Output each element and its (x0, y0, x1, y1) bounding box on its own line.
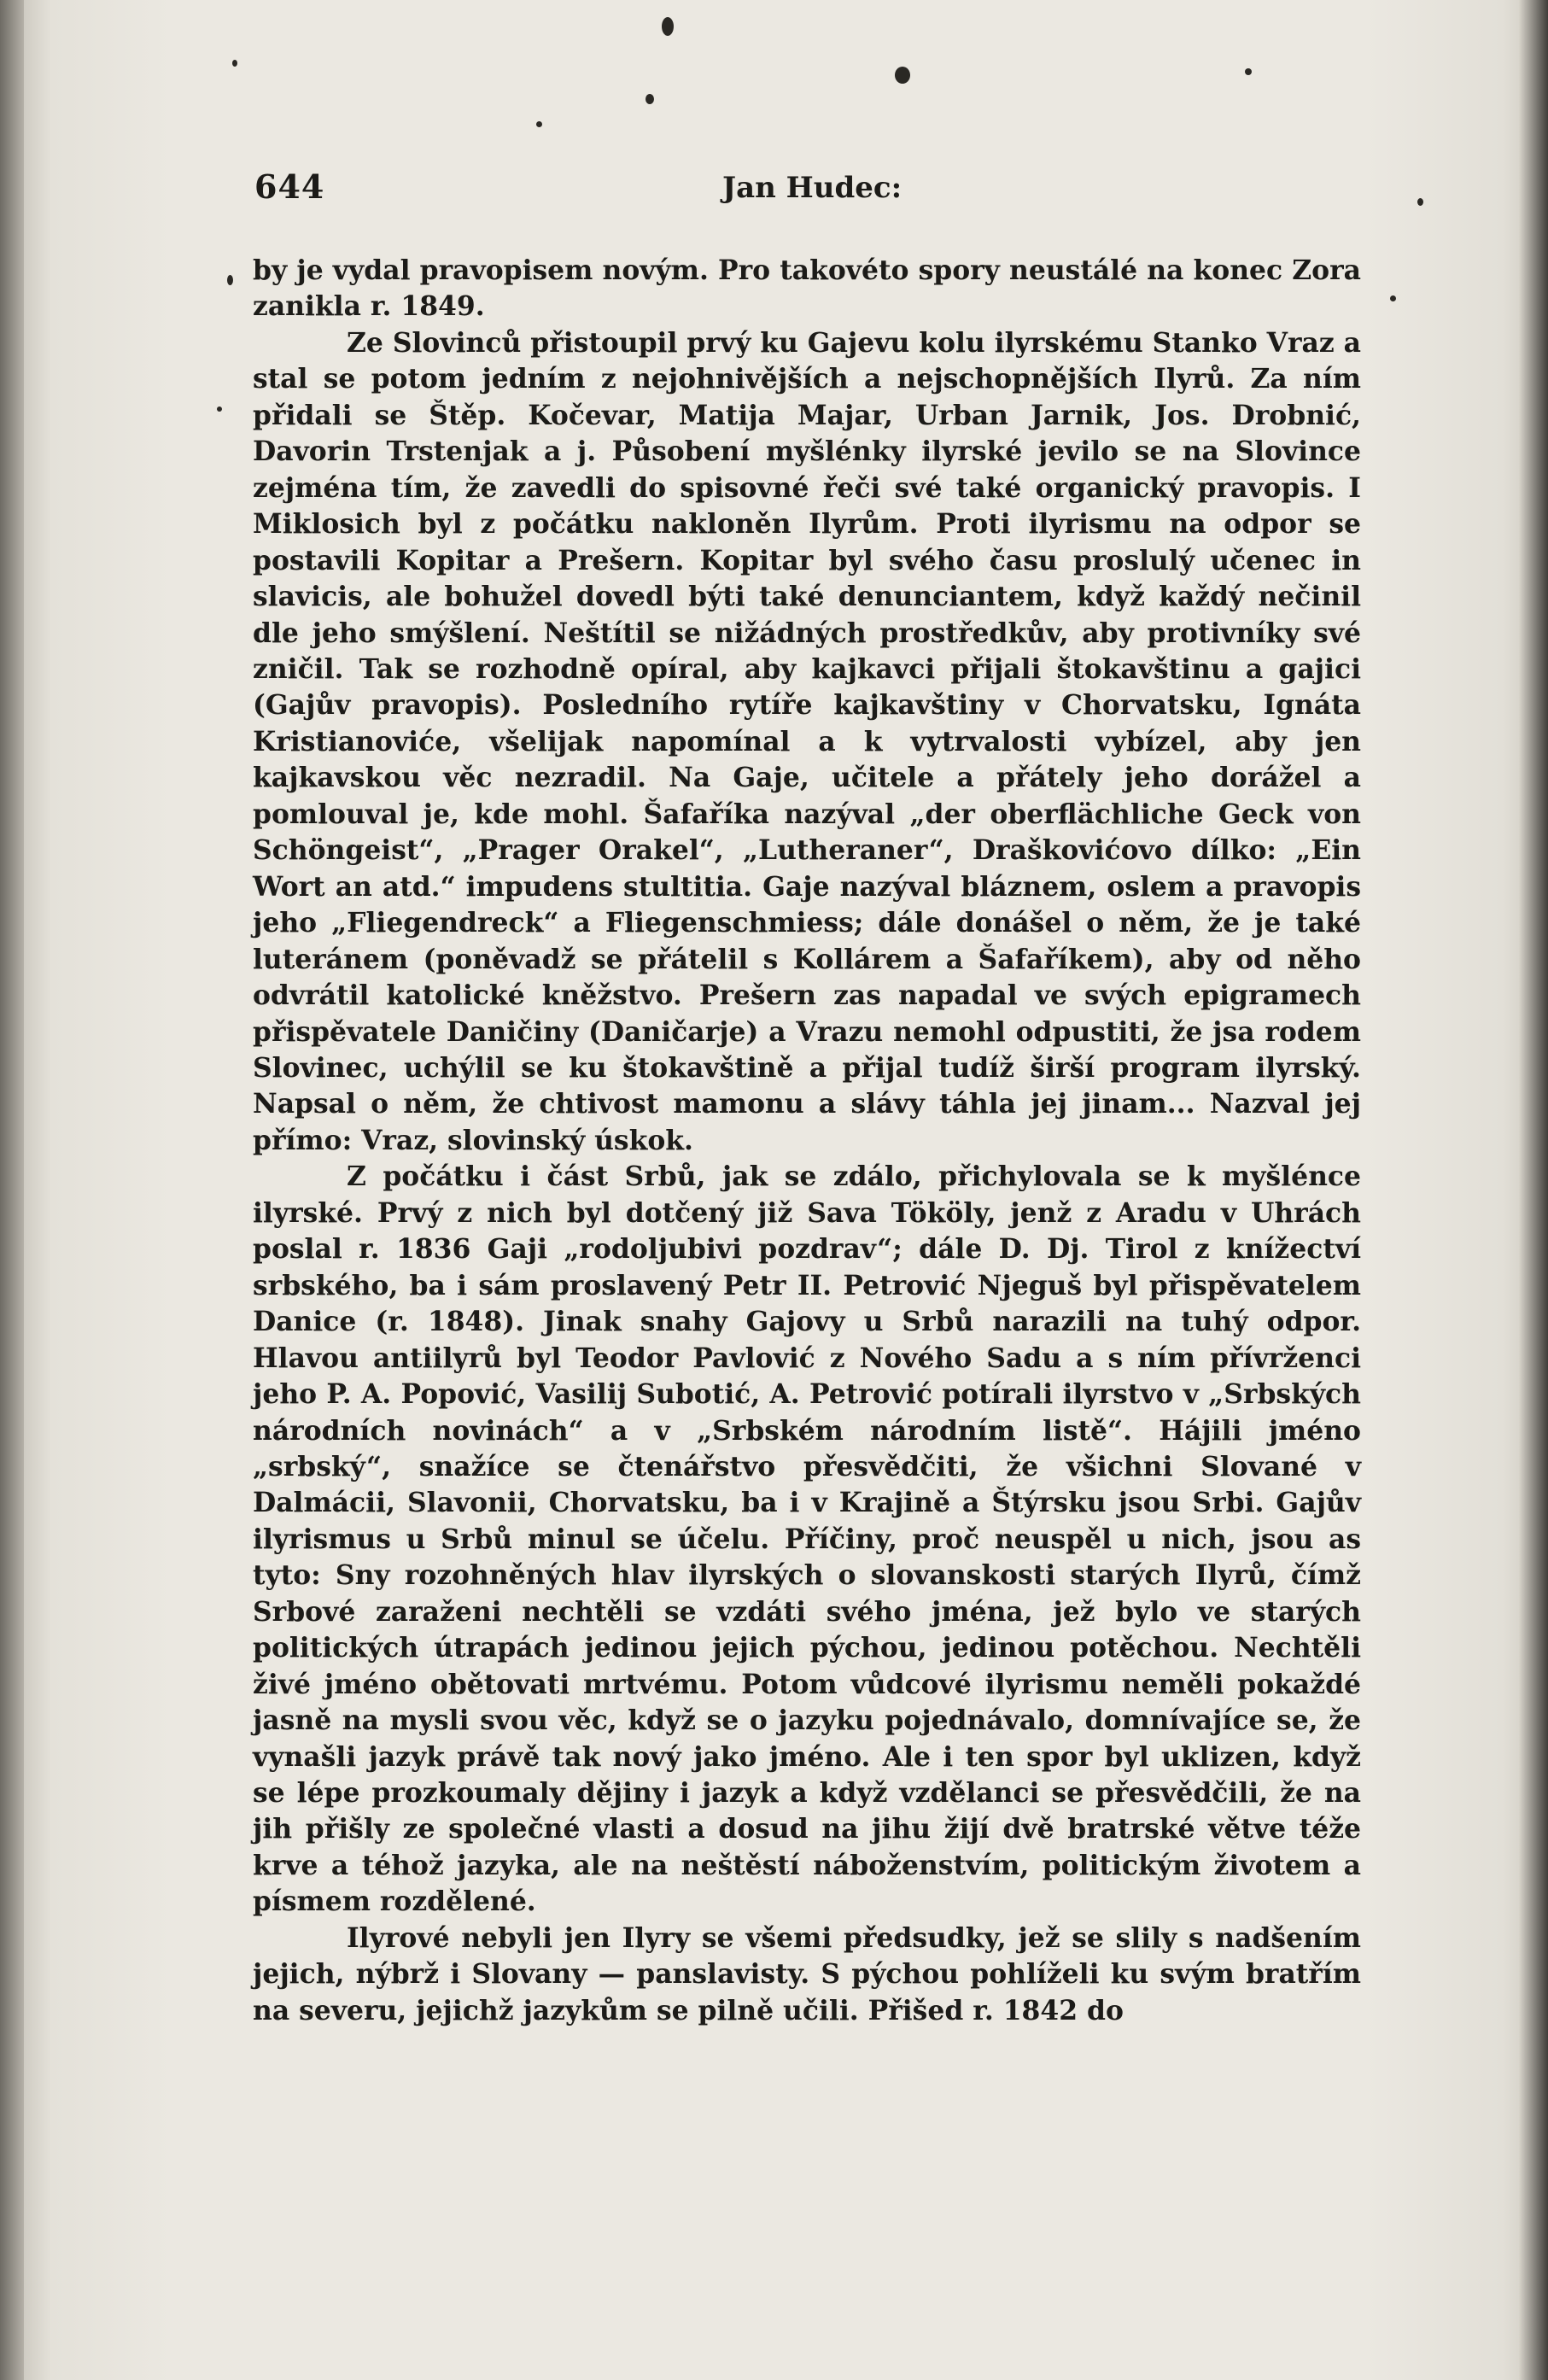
paragraph: by je vydal pravopisem novým. Pro takovéto spory neustálé na konec Zora zanikla r. 1849. (253, 255, 1361, 323)
page-number: 644 (254, 167, 325, 206)
scan-speck (536, 121, 542, 127)
scan-speck (1390, 295, 1396, 301)
paragraph: Ilyrové nebyli jen Ilyry se všemi předsudky, jež se slily s nadšením jejich, nýbrž i Slovany — panslavisty. S pýchou pohlíželi ku svým bratřím na severu, jejichž jazykům se pilně učili. Přišed r. 1842 do (253, 1922, 1361, 2026)
page-left-edge (0, 0, 24, 2380)
running-title: Jan Hudec: (722, 171, 903, 205)
scan-speck (217, 406, 222, 412)
scan-speck (1245, 68, 1252, 75)
scan-speck (662, 17, 674, 36)
scan-speck (895, 67, 910, 84)
body-text (253, 253, 1361, 2029)
running-head (254, 167, 1364, 219)
scan-speck (1417, 198, 1423, 206)
paragraph: Ze Slovinců přistoupil prvý ku Gajevu kolu ilyrskému Stanko Vraz a stal se potom jedním z nejohnivějších a nejschopnějších Ilyrů. Za ním přidali se Štěp. Kočevar, Matija Majar, Urban Jarnik, Jos. Drobnić, Davorin Trstenjak a j. Působení myšlénky ilyrské jevilo se na Slovince zejména tím, že zavedli do spisovné řeči své také organický pravopis. I Miklosich byl z počátku nakloněn Ilyrům. Proti ilyrismu na odpor se postavili Kopitar a Prešern. Kopitar byl svého času proslulý učenec in slavicis, ale bohužel dovedl býti také denunciantem, když každý nečinil dle jeho smýšlení. Neštítil se nižádných prostředkův, aby protivníky své zničil. Tak se rozhodně opíral, aby kajkavci přijali štokavštinu a gajici (Gajův pravopis). Posledního rytíře kajkavštiny v Chorvatsku, Ignáta Kristianoviće, všelijak napomínal a k vytrvalosti vybízel, aby jen kajkavskou věc nezradil. Na Gaje, učitele a přátely jeho dorážel a pomlouval je, kde mohl. Šafaříka nazýval „der oberflächliche Geck von Schöngeist“, „Prager Orakel“, „Lutheraner“, Draškovićovo dílko: „Ein Wort an atd.“ impudens stultitia. Gaje nazýval bláznem, oslem a pravopis jeho „Fliegendreck“ a Fliegenschmiess; dále donášel o něm, že je také luteránem (poněvadž se přátelil s Kollárem a Šafaříkem), aby od něho odvrátil katolické kněžstvo. Prešern zas napadal ve svých epigramech přispěvatele Daničiny (Daničarje) a Vrazu nemohl odpustiti, že jsa rodem Slovinec, uchýlil se ku štokavštině a přijal tudíž širší program ilyrský. Napsal o něm, že chtivost mamonu a slávy táhla jej jinam... Nazval jej přímo: Vraz, slovinský úskok. (253, 327, 1361, 1156)
page-right-edge (1519, 0, 1548, 2380)
scan-speck (227, 275, 233, 285)
scan-speck (232, 60, 237, 67)
paragraph: Z počátku i část Srbů, jak se zdálo, přichylovala se k myšlénce ilyrské. Prvý z nich byl dotčený již Sava Tököly, jenž z Aradu v Uhrách poslal r. 1836 Gaji „rodoljubivi pozdrav“; dále D. Dj. Tirol z knížectví srbského, ba i sám proslavený Petr II. Petrović Njeguš byl přispěvatelem Danice (r. 1848). Jinak snahy Gajovy u Srbů narazili na tuhý odpor. Hlavou antiilyrů byl Teodor Pavlović z Nového Sadu a s ním přívrženci jeho P. A. Popović, Vasilij Subotić, A. Petrović potírali ilyrstvo v „Srbských národních novinách“ a v „Srbském národním listě“. Hájili jméno „srbský“, snažíce se čtenářstvo přesvědčiti, že všichni Slované v Dalmácii, Slavonii, Chorvatsku, ba i v Krajině a Štýrsku jsou Srbi. Gajův ilyrismus u Srbů minul se účelu. Příčiny, proč neuspěl u nich, jsou as tyto: Sny rozohněných hlav ilyrských o slovanskosti starých Ilyrů, čímž Srbové zaraženi nechtěli se vzdáti svého jména, jež bylo ve starých politických útrapách jedinou jejich pýchou, jedinou potěchou. Nechtěli živé jméno obětovati mrtvému. Potom vůdcové ilyrismu neměli pokaždé jasně na mysli svou věc, když se o jazyku pojednávalo, domnívajíce se, že vynašli jazyk právě tak nový jako jméno. Ale i ten spor byl uklizen, když se lépe prozkoumaly dějiny i jazyk a když vzdělanci se přesvědčili, že na jih přišly ze společné vlasti a dosud na jihu žijí dvě bratrské větve téže krve a téhož jazyka, ale na neštěstí náboženstvím, politickým životem a písmem rozdělené. (253, 1161, 1361, 1918)
scan-speck (645, 94, 654, 104)
